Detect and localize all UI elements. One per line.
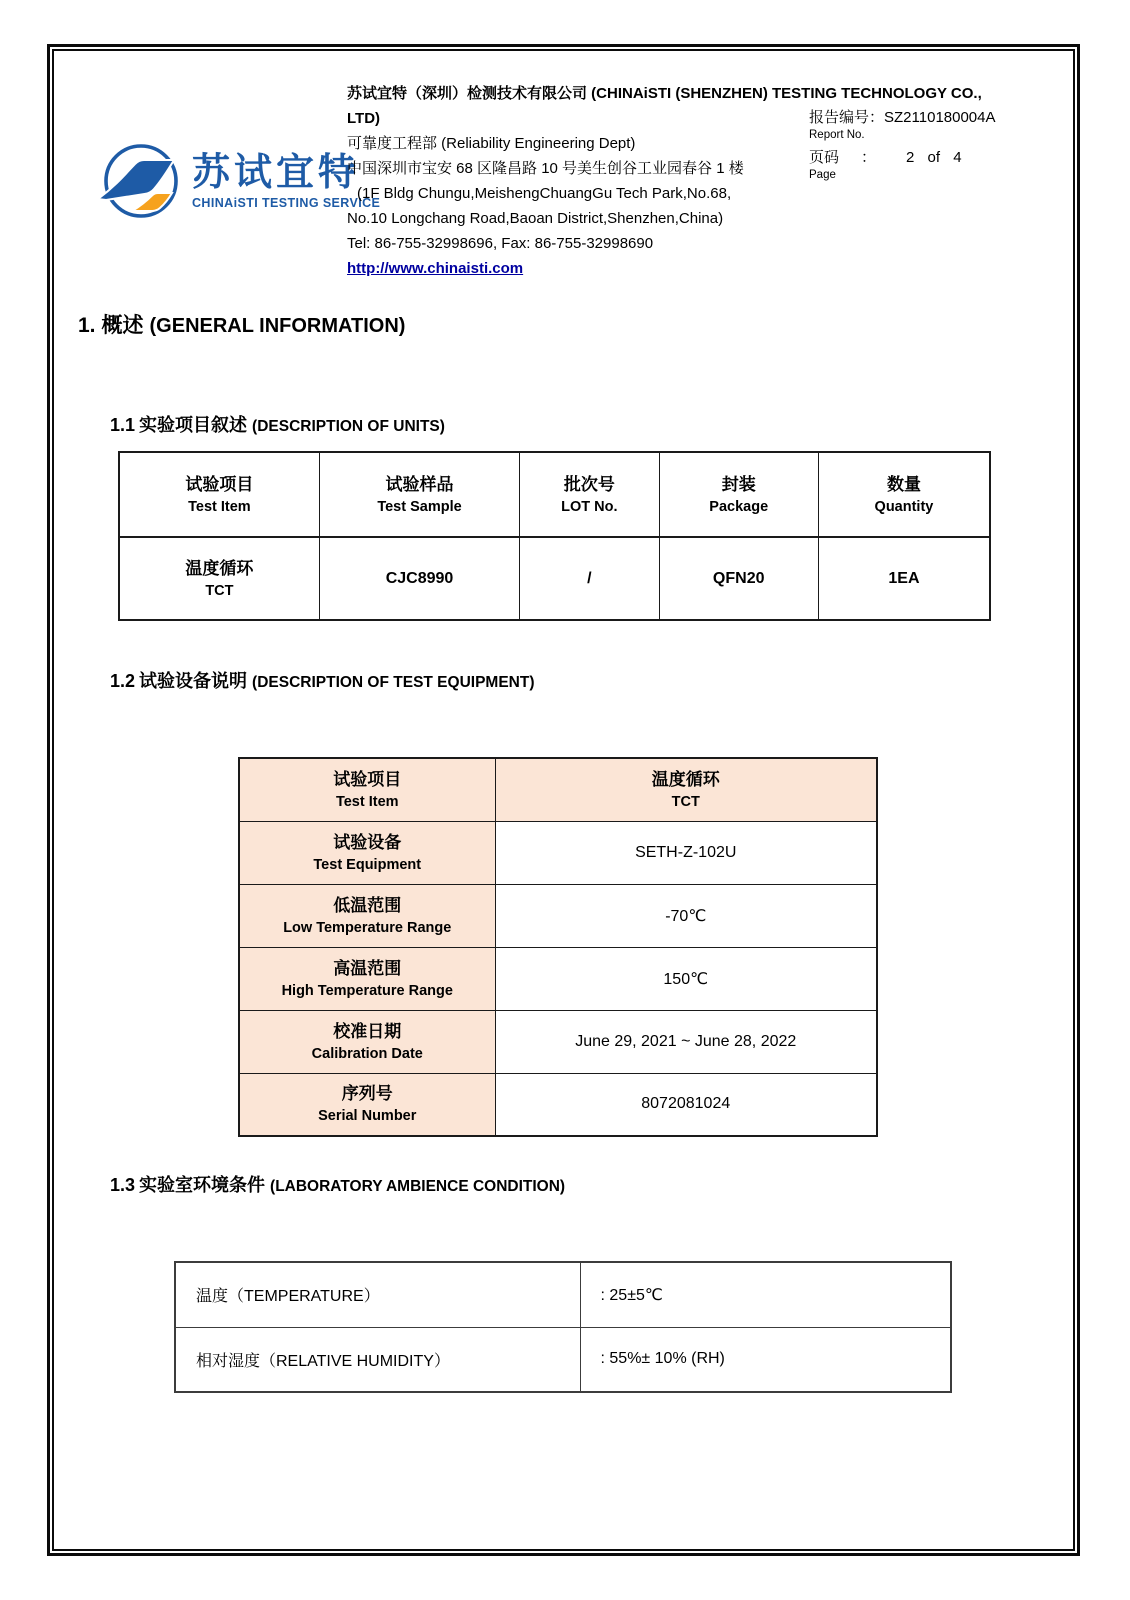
section-1-title-en: (GENERAL INFORMATION) [149,315,406,337]
units-header-test-item: 试验项目 Test Item [119,452,319,537]
units-header-package: 封装 Package [659,452,818,537]
address-en-line1: (1F Bldg Chungu,MeishengChuangGu Tech Park,No.68, [357,185,732,202]
tel-fax-line: Tel: 86-755-32998696, Fax: 86-755-32998690 [347,235,654,252]
equipment-row-test-equipment [239,821,877,884]
units-cell-lot-no: / [520,537,659,620]
ambience-label-humidity: 相对湿度（RELATIVE HUMIDITY） [175,1327,580,1392]
units-header-quantity: 数量 Quantity [818,452,990,537]
units-header-test-sample: 试验样品 Test Sample [319,452,519,537]
section-1-2-heading [110,667,1073,693]
section-1-1-heading [110,411,1073,437]
logo-name-cn: 苏试宜特 [192,151,361,194]
equipment-label-calibration-date: 校准日期 Calibration Date [239,1010,495,1073]
units-table [118,451,991,621]
equipment-label-serial-number: 序列号 Serial Number [239,1073,495,1136]
ambience-row-temperature [175,1262,951,1327]
ambience-value-humidity: : 55%± 10% (RH) [580,1327,951,1392]
equipment-row-test-item [239,758,877,821]
units-cell-test-sample: CJC8990 [319,537,519,620]
equipment-value-calibration-date: June 29, 2021 ~ June 28, 2022 [495,1010,877,1073]
logo-swoosh-icon [94,139,186,223]
company-name-line2: LTD) [347,110,381,127]
report-header [54,51,1073,283]
section-1-number: 1. [78,314,96,337]
page-label-cn: 页码 [809,149,840,166]
department-line: 可靠度工程部 (Reliability Engineering Dept) [347,135,636,152]
equipment-value-test-item: 温度循环 TCT [495,758,877,821]
ambience-value-temperature: : 25±5℃ [580,1262,951,1327]
page-number-value: 2 of 4 [906,149,962,166]
report-no-value: SZ2110180004A [884,109,996,126]
section-1-3-number: 1.3 [110,1175,136,1195]
equipment-label-test-equipment: 试验设备 Test Equipment [239,821,495,884]
equipment-label-low-temp: 低温范围 Low Temperature Range [239,884,495,947]
report-no-label-cn: 报告编号： [809,109,885,126]
units-table-data-row [119,537,990,620]
units-cell-package: QFN20 [659,537,818,620]
equipment-row-calibration-date [239,1010,877,1073]
units-table-header-row [119,452,990,537]
section-1-2-title-en: (DESCRIPTION OF TEST EQUIPMENT) [252,674,535,691]
equipment-table [238,757,878,1137]
section-1-2-number: 1.2 [110,671,136,691]
address-cn: 中国深圳市宝安 68 区隆昌路 10 号美生创谷工业园春谷 1 楼 [347,160,744,177]
ambience-row-humidity [175,1327,951,1392]
company-logo [94,139,380,223]
ambience-label-temperature: 温度（TEMPERATURE） [175,1262,580,1327]
page-inner-border [52,49,1075,1551]
ambience-table [174,1261,952,1393]
units-cell-test-item: 温度循环 TCT [119,537,319,620]
section-1-3-title-en: (LABORATORY AMBIENCE CONDITION) [270,1178,566,1195]
report-meta [809,109,1059,189]
equipment-value-high-temp: 150℃ [495,947,877,1010]
section-1-1-title-en: (DESCRIPTION OF UNITS) [252,418,445,435]
equipment-value-low-temp: -70℃ [495,884,877,947]
section-1-3-heading [110,1171,1073,1197]
report-no-label-en: Report No. [809,129,865,141]
section-1-2-title-cn: 试验设备说明 [139,671,248,691]
equipment-value-serial-number: 8072081024 [495,1073,877,1136]
section-1-1-title-cn: 实验项目叙述 [139,415,248,435]
website-link[interactable]: http://www.chinaisti.com [347,260,524,277]
equipment-row-high-temp [239,947,877,1010]
page-colon: ： [861,149,877,166]
section-1-1-number: 1.1 [110,415,136,435]
equipment-label-test-item: 试验项目 Test Item [239,758,495,821]
equipment-value-test-equipment: SETH-Z-102U [495,821,877,884]
company-name-line1: 苏试宜特（深圳）检测技术有限公司 (CHINAiSTI (SHENZHEN) TESTING TECHNOLOGY CO., [347,85,982,102]
units-header-lot-no: 批次号 LOT No. [520,452,659,537]
logo-name-en: CHINAiSTI TESTING SERVICE [192,195,381,210]
equipment-label-high-temp: 高温范围 High Temperature Range [239,947,495,1010]
units-cell-quantity: 1EA [818,537,990,620]
section-1-3-title-cn: 实验室环境条件 [139,1175,266,1195]
equipment-row-low-temp [239,884,877,947]
section-1-title-cn: 概述 [101,314,144,337]
equipment-row-serial-number [239,1073,877,1136]
page-label-en: Page [809,169,836,181]
address-en-line2: No.10 Longchang Road,Baoan District,Shenzhen,China) [347,210,724,227]
section-1-heading [78,309,1073,339]
page-outer-border [47,44,1080,1556]
